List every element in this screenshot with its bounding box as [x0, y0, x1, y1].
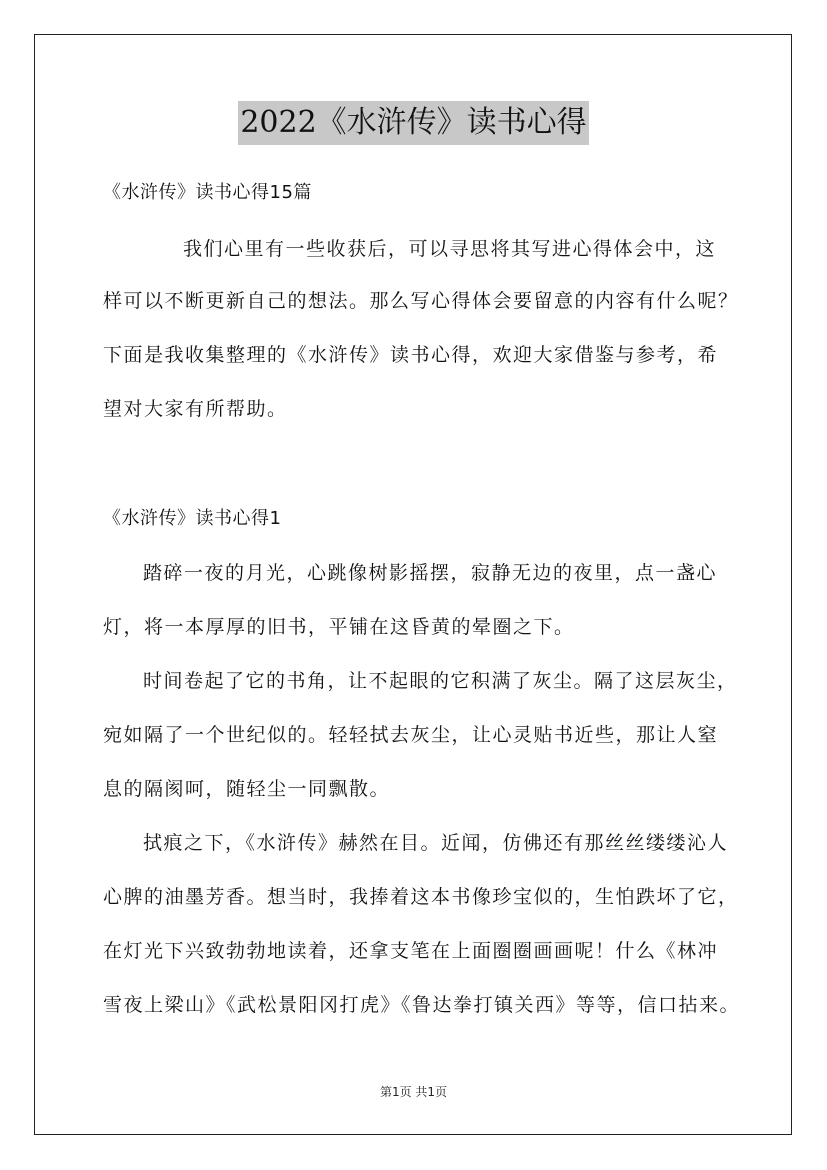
intro-line: 下面是我收集整理的《水浒传》读书心得，欢迎大家借鉴与参考，希 [103, 344, 719, 366]
page-footer: 第1页 共1页 [379, 1085, 448, 1099]
title-container [0, 101, 827, 145]
paragraph-line: 灯，将一本厚厚的旧书，平铺在这昏黄的晕圈之下。 [103, 616, 575, 638]
paragraph-line: 宛如隔了一个世纪似的。轻轻拭去灰尘，让心灵贴书近些，那让人窒 [103, 724, 719, 746]
document-title: 2022《水浒传》读书心得 [238, 101, 588, 145]
section-heading: 《水浒传》读书心得1 [103, 508, 282, 529]
intro-line: 望对大家有所帮助。 [103, 398, 288, 420]
intro-line: 我们心里有一些收获后，可以寻思将其写进心得体会中，这 [183, 238, 717, 260]
paragraph-line: 踏碎一夜的月光，心跳像树影摇摆，寂静无边的夜里，点一盏心 [143, 562, 718, 584]
paragraph-line: 拭痕之下，《水浒传》赫然在目。近闻，仿佛还有那丝丝缕缕沁人 [143, 832, 729, 854]
paragraph-line: 雪夜上梁山》《武松景阳冈打虎》《鲁达拳打镇关西》等等，信口拈来。 [103, 994, 741, 1016]
paragraph-line: 在灯光下兴致勃勃地读着，还拿支笔在上面圈圈画画呢！什么《林冲 [103, 940, 719, 962]
paragraph-line: 心脾的油墨芳香。想当时，我捧着这本书像珍宝似的，生怕跌坏了它， [103, 886, 739, 908]
main-heading: 《水浒传》读书心得15篇 [103, 182, 312, 203]
paragraph-line: 时间卷起了它的书角，让不起眼的它积满了灰尘。隔了这层灰尘， [143, 670, 738, 692]
intro-line: 样可以不断更新自己的想法。那么写心得体会要留意的内容有什么呢？ [103, 290, 739, 312]
paragraph-line: 息的隔阂呵，随轻尘一同飘散。 [103, 778, 391, 800]
